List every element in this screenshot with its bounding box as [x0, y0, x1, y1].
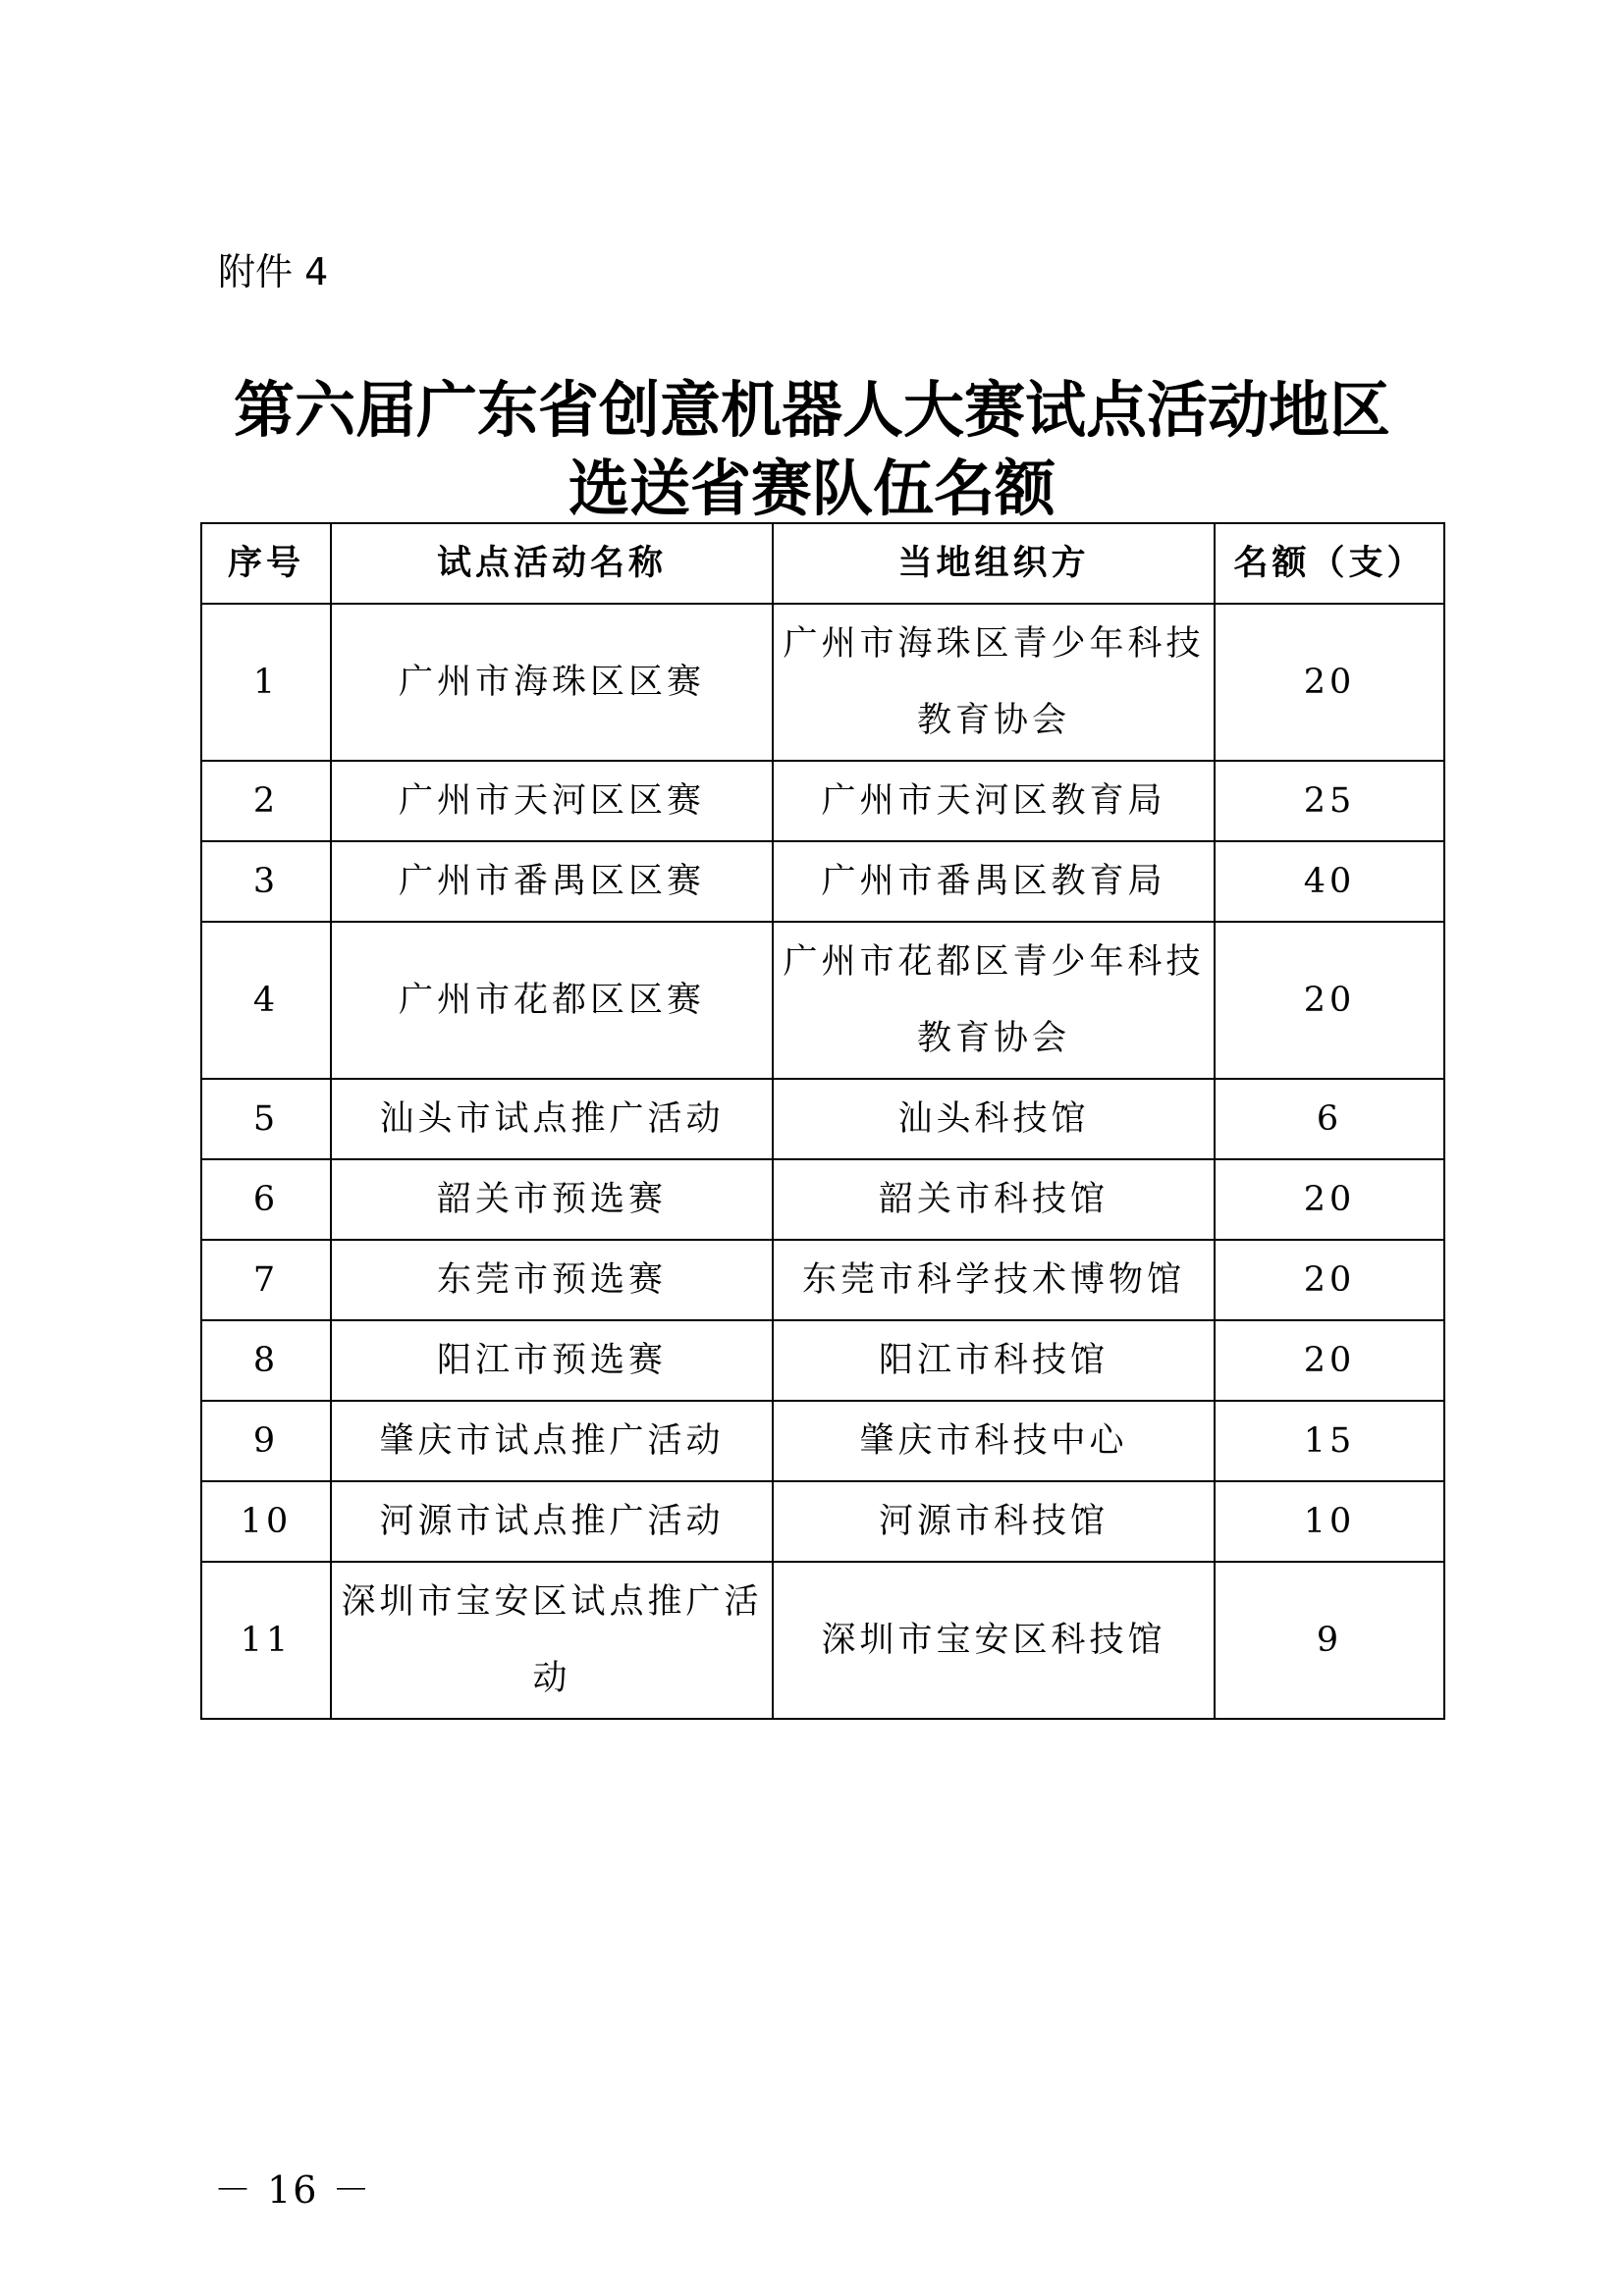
quota-table: [200, 522, 1445, 1720]
header-no: 序号: [201, 523, 331, 604]
table-row: [201, 841, 1444, 922]
row-activity: 广州市海珠区区赛: [331, 604, 773, 761]
row-organizer: 深圳市宝安区科技馆: [773, 1562, 1215, 1719]
row-no: 10: [201, 1481, 331, 1562]
row-quota: 25: [1215, 761, 1444, 841]
table-row: [201, 1481, 1444, 1562]
table-row: [201, 1159, 1444, 1240]
table-row: [201, 1562, 1444, 1719]
row-activity: 东莞市预选赛: [331, 1240, 773, 1320]
row-no: 9: [201, 1401, 331, 1481]
row-no: 5: [201, 1079, 331, 1159]
header-quota: 名额（支）: [1215, 523, 1444, 604]
row-quota: 20: [1215, 1320, 1444, 1401]
row-no: 11: [201, 1562, 331, 1719]
row-organizer: 河源市科技馆: [773, 1481, 1215, 1562]
table-row: [201, 1079, 1444, 1159]
row-activity: 广州市花都区区赛: [331, 922, 773, 1079]
row-activity: 河源市试点推广活动: [331, 1481, 773, 1562]
row-no: 2: [201, 761, 331, 841]
row-quota: 40: [1215, 841, 1444, 922]
row-organizer: [773, 604, 1215, 761]
row-quota: 20: [1215, 1159, 1444, 1240]
row-quota: 6: [1215, 1079, 1444, 1159]
page-number: － 16 －: [214, 2168, 372, 2212]
row-organizer: 肇庆市科技中心: [773, 1401, 1215, 1481]
title-line-2: 选送省赛队伍名额: [568, 453, 1056, 524]
attachment-label: 附件 4: [218, 250, 329, 294]
row-activity: 韶关市预选赛: [331, 1159, 773, 1240]
row-quota: 20: [1215, 1240, 1444, 1320]
row-activity: 广州市天河区区赛: [331, 761, 773, 841]
row-organizer-text: 广州市花都区青少年科技教育协会: [783, 942, 1205, 1058]
row-no: 8: [201, 1320, 331, 1401]
title-line-1: 第六届广东省创意机器人大赛试点活动地区: [233, 374, 1390, 446]
row-quota: 9: [1215, 1562, 1444, 1719]
table-row: [201, 761, 1444, 841]
row-organizer: 广州市番禺区教育局: [773, 841, 1215, 922]
row-activity: 肇庆市试点推广活动: [331, 1401, 773, 1481]
row-no: 7: [201, 1240, 331, 1320]
row-activity: 阳江市预选赛: [331, 1320, 773, 1401]
table-row: [201, 1401, 1444, 1481]
table-row: [201, 1240, 1444, 1320]
row-activity-text: 深圳市宝安区试点推广活动: [341, 1582, 763, 1698]
row-organizer: 汕头科技馆: [773, 1079, 1215, 1159]
row-quota: 20: [1215, 922, 1444, 1079]
row-no: 6: [201, 1159, 331, 1240]
header-activity: 试点活动名称: [331, 523, 773, 604]
header-organizer: 当地组织方: [773, 523, 1215, 604]
row-no: 4: [201, 922, 331, 1079]
document-title: [0, 371, 1624, 528]
table-row: [201, 604, 1444, 761]
row-organizer: 阳江市科技馆: [773, 1320, 1215, 1401]
row-organizer-text: 广州市海珠区青少年科技教育协会: [783, 624, 1205, 740]
row-no: 1: [201, 604, 331, 761]
row-organizer: 广州市天河区教育局: [773, 761, 1215, 841]
row-activity: 汕头市试点推广活动: [331, 1079, 773, 1159]
table-row: [201, 922, 1444, 1079]
row-organizer: 韶关市科技馆: [773, 1159, 1215, 1240]
row-quota: 10: [1215, 1481, 1444, 1562]
table-row: [201, 1320, 1444, 1401]
row-activity: [331, 1562, 773, 1719]
row-quota: 15: [1215, 1401, 1444, 1481]
row-quota: 20: [1215, 604, 1444, 761]
row-organizer: [773, 922, 1215, 1079]
row-no: 3: [201, 841, 331, 922]
row-activity: 广州市番禺区区赛: [331, 841, 773, 922]
row-organizer: 东莞市科学技术博物馆: [773, 1240, 1215, 1320]
table-header-row: [201, 523, 1444, 604]
